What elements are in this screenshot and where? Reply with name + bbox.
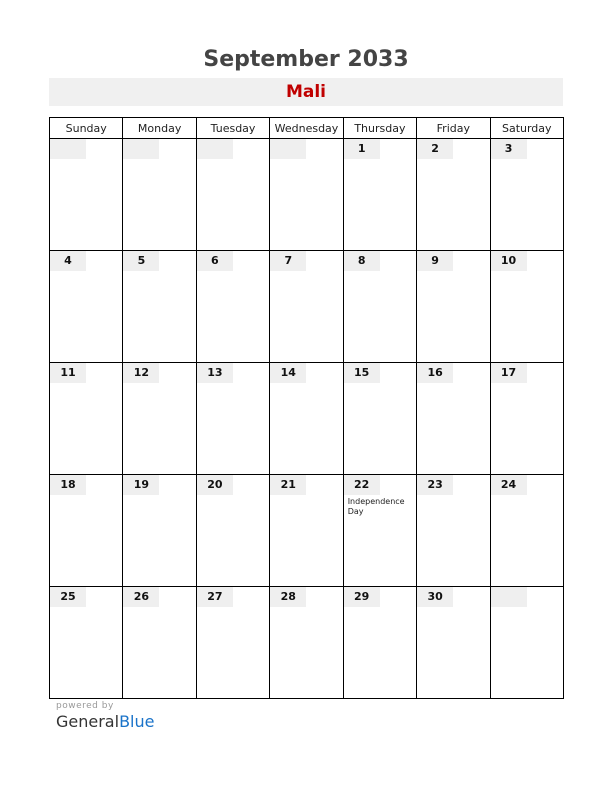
weekday-header: Thursday — [343, 118, 416, 139]
day-number: 18 — [50, 475, 86, 495]
day-cell — [270, 475, 343, 587]
day-cell — [343, 475, 416, 587]
day-cell — [196, 363, 269, 475]
day-cell — [123, 363, 196, 475]
day-cell — [123, 139, 196, 251]
day-number: 1 — [344, 139, 380, 159]
day-cell — [123, 251, 196, 363]
day-cell — [270, 363, 343, 475]
day-cell — [270, 251, 343, 363]
day-number: 23 — [417, 475, 453, 495]
day-number — [491, 587, 527, 607]
day-number: 12 — [123, 363, 159, 383]
generalblue-logo[interactable] — [56, 712, 154, 731]
day-number: 8 — [344, 251, 380, 271]
day-cell — [417, 363, 490, 475]
weekday-header: Friday — [417, 118, 490, 139]
day-cell — [50, 251, 123, 363]
day-cell — [490, 475, 563, 587]
powered-by-text: powered by — [56, 701, 114, 711]
week-row — [50, 139, 564, 251]
day-cell — [417, 251, 490, 363]
day-cell — [343, 587, 416, 699]
weekday-header: Tuesday — [196, 118, 269, 139]
day-cell — [196, 251, 269, 363]
day-number: 22 — [344, 475, 380, 495]
logo-blue: Blue — [119, 712, 155, 731]
day-number: 24 — [491, 475, 527, 495]
day-number: 27 — [197, 587, 233, 607]
day-number: 29 — [344, 587, 380, 607]
day-cell — [196, 587, 269, 699]
day-cell — [490, 363, 563, 475]
day-cell — [490, 139, 563, 251]
day-cell — [270, 587, 343, 699]
calendar-grid — [49, 117, 564, 699]
day-number: 3 — [491, 139, 527, 159]
day-cell — [123, 475, 196, 587]
day-cell — [50, 475, 123, 587]
footer-branding — [56, 701, 154, 731]
day-number — [197, 139, 233, 159]
day-number: 13 — [197, 363, 233, 383]
week-row — [50, 475, 564, 587]
day-number: 10 — [491, 251, 527, 271]
day-cell — [417, 475, 490, 587]
day-number: 9 — [417, 251, 453, 271]
day-number: 21 — [270, 475, 306, 495]
day-cell — [490, 251, 563, 363]
day-number — [270, 139, 306, 159]
weekday-header-row — [50, 118, 564, 139]
holiday-label: Independence Day — [347, 497, 405, 516]
day-number: 7 — [270, 251, 306, 271]
day-cell — [196, 139, 269, 251]
week-row — [50, 363, 564, 475]
weekday-header: Monday — [123, 118, 196, 139]
day-number: 14 — [270, 363, 306, 383]
day-cell — [343, 139, 416, 251]
day-number: 19 — [123, 475, 159, 495]
day-number: 26 — [123, 587, 159, 607]
country-label: Mali — [49, 78, 563, 106]
day-number: 2 — [417, 139, 453, 159]
day-number: 25 — [50, 587, 86, 607]
day-number: 30 — [417, 587, 453, 607]
day-number: 5 — [123, 251, 159, 271]
logo-general: General — [56, 712, 120, 731]
day-number: 11 — [50, 363, 86, 383]
day-number: 6 — [197, 251, 233, 271]
day-number: 28 — [270, 587, 306, 607]
day-number — [123, 139, 159, 159]
day-cell — [50, 587, 123, 699]
day-cell — [123, 587, 196, 699]
day-cell — [270, 139, 343, 251]
day-number: 20 — [197, 475, 233, 495]
week-row — [50, 587, 564, 699]
day-cell — [50, 139, 123, 251]
day-number: 16 — [417, 363, 453, 383]
day-number: 17 — [491, 363, 527, 383]
weekday-header: Saturday — [490, 118, 563, 139]
weekday-header: Wednesday — [270, 118, 343, 139]
day-cell — [490, 587, 563, 699]
calendar-title: September 2033 — [203, 47, 409, 72]
day-cell — [417, 139, 490, 251]
day-cell — [417, 587, 490, 699]
day-cell — [196, 475, 269, 587]
day-cell — [343, 363, 416, 475]
weekday-header: Sunday — [50, 118, 123, 139]
day-cell — [50, 363, 123, 475]
day-number — [50, 139, 86, 159]
day-number: 4 — [50, 251, 86, 271]
day-number: 15 — [344, 363, 380, 383]
week-row — [50, 251, 564, 363]
day-cell — [343, 251, 416, 363]
